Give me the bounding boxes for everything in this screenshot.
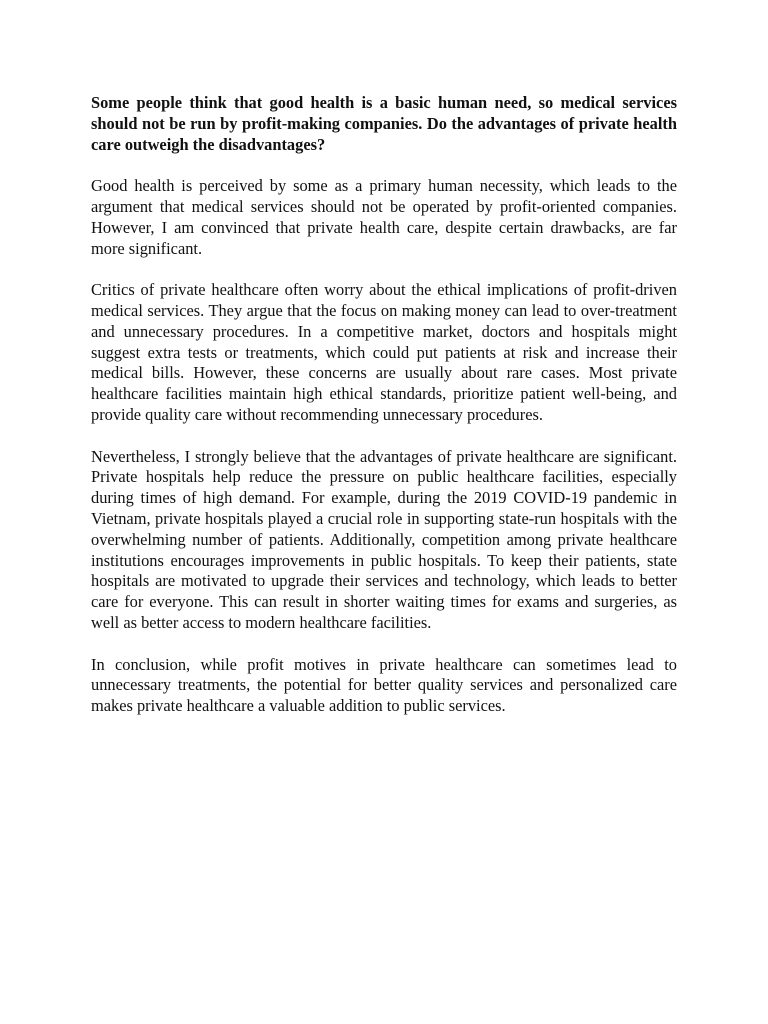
essay-paragraph-conclusion: In conclusion, while profit motives in private healthcare can sometimes lead to unnecessary treatments, the potential for better quality services and personalized care makes private healthcare a valuable addition to public services. [91,654,677,716]
essay-question: Some people think that good health is a basic human need, so medical services should not be run by profit-making companies. Do the advantages of private health care outweigh the disadvantages? [91,93,677,154]
essay-paragraph-introduction: Good health is perceived by some as a primary human necessity, which leads to the argument that medical services should not be operated by profit-oriented companies. However, I am convinced that private health care, despite certain drawbacks, are far more significant. [91,176,677,258]
document-page [91,93,677,738]
essay-paragraph-advantages: Nevertheless, I strongly believe that the advantages of private healthcare are significant. Private hospitals help reduce the pressure on public healthcare facilities, especially during times of high demand. For example, during the 2019 COVID-19 pandemic in Vietnam, private hospitals played a crucial role in supporting state-run hospitals with the overwhelming number of patients. Additionally, competition among private healthcare institutions encourages improvements in public hospitals. To keep their patients, state hospitals are motivated to upgrade their services and technology, which leads to better care for everyone. This can result in shorter waiting times for exams and surgeries, as well as better access to modern healthcare facilities. [91,446,677,632]
essay-paragraph-disadvantages: Critics of private healthcare often worry about the ethical implications of profit-driven medical services. They argue that the focus on making money can lead to over-treatment and unnecessary procedures. In a competitive market, doctors and hospitals might suggest extra tests or treatments, which could put patients at risk and increase their medical bills. However, these concerns are usually about rare cases. Most private healthcare facilities maintain high ethical standards, prioritize patient well-being, and provide quality care without recommending unnecessary procedures. [91,280,677,424]
